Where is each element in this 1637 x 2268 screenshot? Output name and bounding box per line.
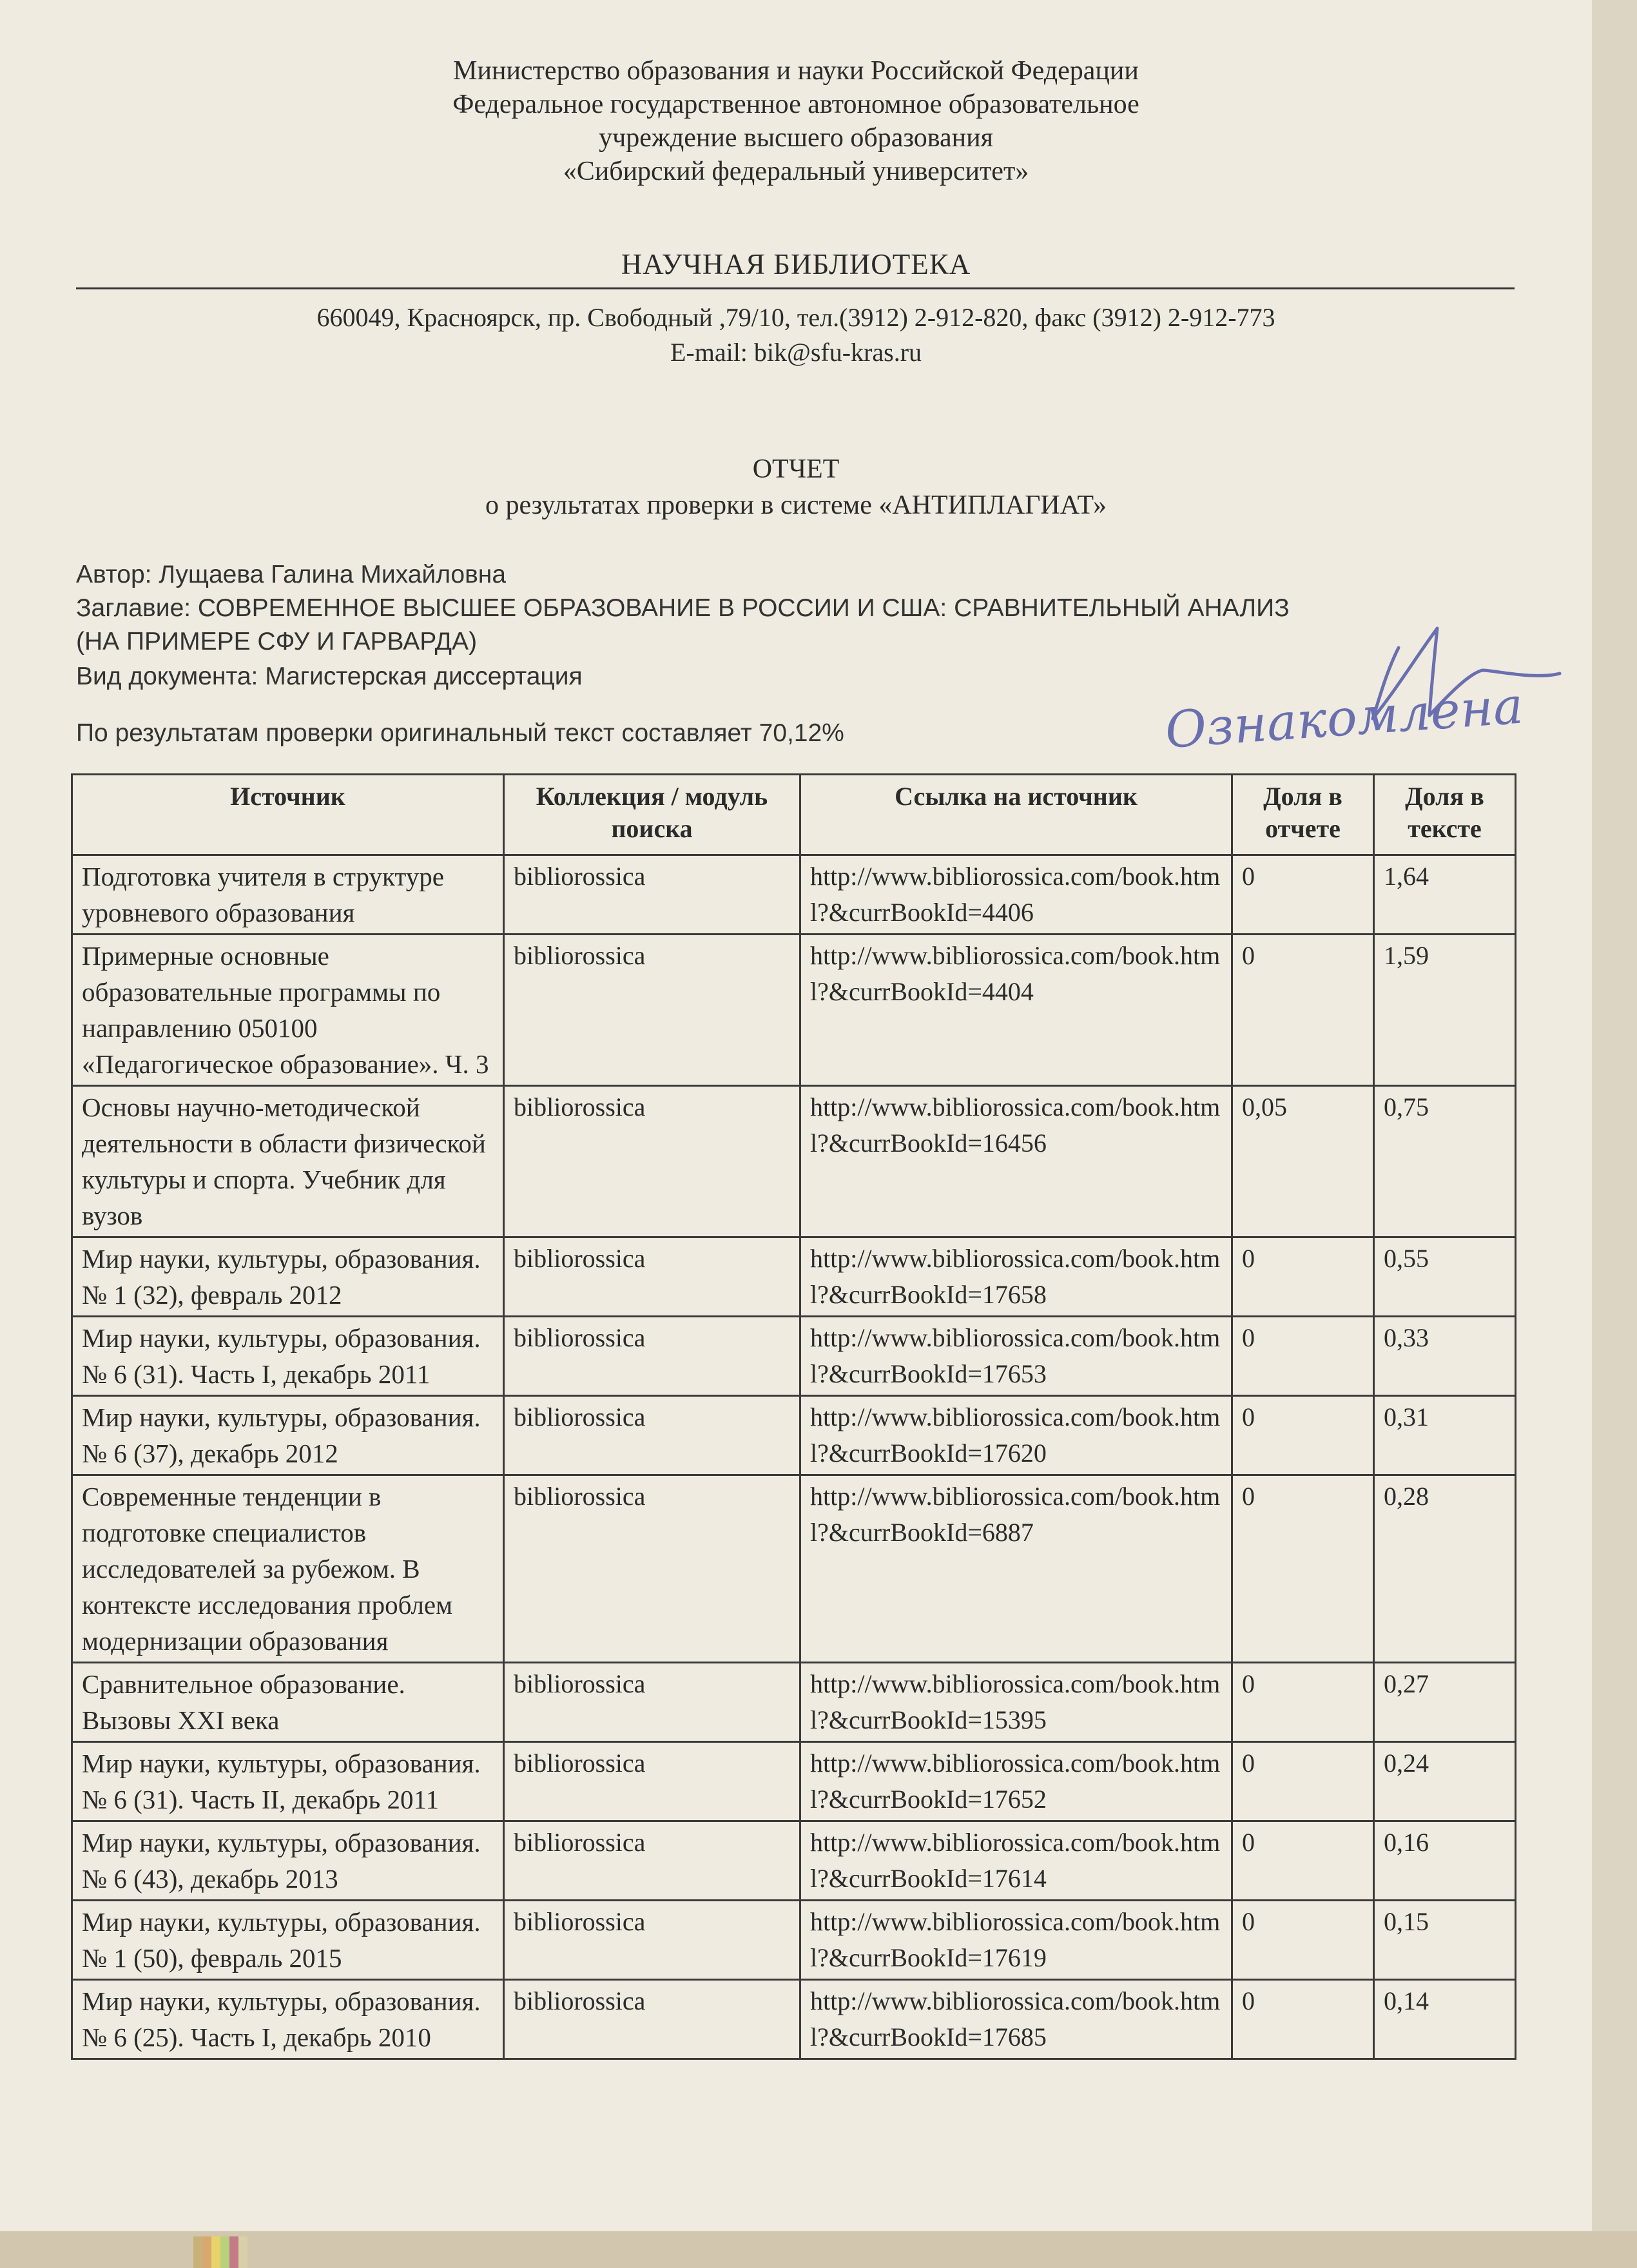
header-source: Источник xyxy=(72,775,504,855)
table-row xyxy=(72,1475,1516,1663)
contact-block xyxy=(0,300,1592,370)
collection-cell: bibliorossica xyxy=(504,855,800,935)
handwritten-signature xyxy=(1147,609,1573,777)
source-cell: Мир науки, культуры, образования. № 1 (50), февраль 2015 xyxy=(72,1901,504,1980)
source-cell: Примерные основные образовательные программы по направлению 050100 «Педагогическое образование». Ч. 3 xyxy=(72,935,504,1086)
table-row xyxy=(72,1742,1516,1821)
collection-cell: bibliorossica xyxy=(504,1475,800,1663)
header-collection: Коллекция / модуль поиска xyxy=(504,775,800,855)
source-cell: Подготовка учителя в структуре уровневого образования xyxy=(72,855,504,935)
url-cell: http://www.bibliorossica.com/book.html?&currBookId=17619 xyxy=(800,1901,1232,1980)
collection-cell: bibliorossica xyxy=(504,1821,800,1901)
table-row xyxy=(72,1821,1516,1901)
url-cell: http://www.bibliorossica.com/book.html?&currBookId=17658 xyxy=(800,1237,1232,1317)
address-line: 660049, Красноярск, пр. Свободный ,79/10, тел.(3912) 2-912-820, факс (3912) 2-912-773 xyxy=(316,303,1275,332)
share-text-cell: 0,55 xyxy=(1374,1237,1516,1317)
report-subtitle: о результатах проверки в системе «АНТИПЛАГИАТ» xyxy=(485,490,1107,520)
originality-line: По результатам проверки оригинальный текст составляет 70,12% xyxy=(76,719,844,747)
table-row xyxy=(72,1396,1516,1475)
document-title-line: Заглавие: СОВРЕМЕННОЕ ВЫСШЕЕ ОБРАЗОВАНИЕ В РОССИИ И США: СРАВНИТЕЛЬНЫЙ АНАЛИЗ xyxy=(76,594,1290,622)
source-cell: Основы научно-методической деятельности в области физической культуры и спорта. Учебник для вузов xyxy=(72,1086,504,1237)
source-cell: Мир науки, культуры, образования. № 6 (31). Часть II, декабрь 2011 xyxy=(72,1742,504,1821)
url-cell: http://www.bibliorossica.com/book.html?&currBookId=15395 xyxy=(800,1663,1232,1742)
share-report-cell: 0 xyxy=(1232,1475,1374,1663)
share-report-cell: 0 xyxy=(1232,1237,1374,1317)
color-bar xyxy=(202,2236,211,2268)
url-cell: http://www.bibliorossica.com/book.html?&currBookId=6887 xyxy=(800,1475,1232,1663)
collection-cell: bibliorossica xyxy=(504,1901,800,1980)
share-text-cell: 1,59 xyxy=(1374,935,1516,1086)
share-report-cell: 0 xyxy=(1232,1980,1374,2059)
url-cell: http://www.bibliorossica.com/book.html?&currBookId=17653 xyxy=(800,1317,1232,1396)
collection-cell: bibliorossica xyxy=(504,1086,800,1237)
share-text-cell: 0,15 xyxy=(1374,1901,1516,1980)
share-report-cell: 0,05 xyxy=(1232,1086,1374,1237)
document-type-line: Вид документа: Магистерская диссертация xyxy=(76,663,583,690)
color-bar xyxy=(211,2236,220,2268)
email-line: E-mail: bik@sfu-kras.ru xyxy=(670,338,922,367)
color-bar xyxy=(220,2236,229,2268)
header-line: учреждение высшего образования xyxy=(599,123,993,153)
share-text-cell: 0,33 xyxy=(1374,1317,1516,1396)
url-cell: http://www.bibliorossica.com/book.html?&currBookId=17620 xyxy=(800,1396,1232,1475)
share-report-cell: 0 xyxy=(1232,1821,1374,1901)
source-cell: Мир науки, культуры, образования. № 6 (43), декабрь 2013 xyxy=(72,1821,504,1901)
share-text-cell: 0,28 xyxy=(1374,1475,1516,1663)
library-title: НАУЧНАЯ БИБЛИОТЕКА xyxy=(621,248,971,280)
share-report-cell: 0 xyxy=(1232,1901,1374,1980)
collection-cell: bibliorossica xyxy=(504,935,800,1086)
url-cell: http://www.bibliorossica.com/book.html?&currBookId=4406 xyxy=(800,855,1232,935)
scan-edge xyxy=(1592,0,1637,2268)
header-line: Федеральное государственное автономное образовательное xyxy=(452,90,1139,119)
document-title-line-2: (НА ПРИМЕРЕ СФУ И ГАРВАРДА) xyxy=(76,628,478,655)
table-row xyxy=(72,1663,1516,1742)
header-line: «Сибирский федеральный университет» xyxy=(563,157,1029,186)
collection-cell: bibliorossica xyxy=(504,1663,800,1742)
source-cell: Мир науки, культуры, образования. № 6 (37), декабрь 2012 xyxy=(72,1396,504,1475)
color-bar xyxy=(229,2236,238,2268)
share-text-cell: 0,24 xyxy=(1374,1742,1516,1821)
share-text-cell: 1,64 xyxy=(1374,855,1516,935)
share-text-cell: 0,31 xyxy=(1374,1396,1516,1475)
url-cell: http://www.bibliorossica.com/book.html?&currBookId=17685 xyxy=(800,1980,1232,2059)
url-cell: http://www.bibliorossica.com/book.html?&currBookId=4404 xyxy=(800,935,1232,1086)
share-text-cell: 0,75 xyxy=(1374,1086,1516,1237)
collection-cell: bibliorossica xyxy=(504,1980,800,2059)
share-report-cell: 0 xyxy=(1232,1396,1374,1475)
color-bar xyxy=(193,2236,202,2268)
table-row xyxy=(72,1237,1516,1317)
collection-cell: bibliorossica xyxy=(504,1742,800,1821)
share-report-cell: 0 xyxy=(1232,1742,1374,1821)
report-title: ОТЧЕТ xyxy=(752,454,840,484)
url-cell: http://www.bibliorossica.com/book.html?&currBookId=17652 xyxy=(800,1742,1232,1821)
collection-cell: bibliorossica xyxy=(504,1317,800,1396)
collection-cell: bibliorossica xyxy=(504,1396,800,1475)
plagiarism-sources-table xyxy=(71,773,1516,2060)
report-heading xyxy=(0,451,1592,523)
source-cell: Мир науки, культуры, образования. № 6 (25). Часть I, декабрь 2010 xyxy=(72,1980,504,2059)
institution-header xyxy=(0,54,1592,188)
share-report-cell: 0 xyxy=(1232,1317,1374,1396)
url-cell: http://www.bibliorossica.com/book.html?&currBookId=16456 xyxy=(800,1086,1232,1237)
table-row xyxy=(72,1901,1516,1980)
table-row xyxy=(72,1086,1516,1237)
header-url: Ссылка на источник xyxy=(800,775,1232,855)
collection-cell: bibliorossica xyxy=(504,1237,800,1317)
source-cell: Мир науки, культуры, образования. № 6 (31). Часть I, декабрь 2011 xyxy=(72,1317,504,1396)
table-row xyxy=(72,855,1516,935)
header-divider xyxy=(76,287,1515,289)
url-cell: http://www.bibliorossica.com/book.html?&currBookId=17614 xyxy=(800,1821,1232,1901)
table-row xyxy=(72,935,1516,1086)
source-cell: Мир науки, культуры, образования. № 1 (32), февраль 2012 xyxy=(72,1237,504,1317)
share-report-cell: 0 xyxy=(1232,935,1374,1086)
author-line: Автор: Лущаева Галина Михайловна xyxy=(76,561,507,588)
header-share-text: Доля в тексте xyxy=(1374,775,1516,855)
source-cell: Современные тенденции в подготовке специалистов исследователей за рубежом. В контексте исследования проблем модернизации образования xyxy=(72,1475,504,1663)
share-report-cell: 0 xyxy=(1232,855,1374,935)
table-row xyxy=(72,1317,1516,1396)
header-line: Министерство образования и науки Российской Федерации xyxy=(453,56,1139,86)
share-report-cell: 0 xyxy=(1232,1663,1374,1742)
share-text-cell: 0,16 xyxy=(1374,1821,1516,1901)
source-cell: Сравнительное образование. Вызовы XXI века xyxy=(72,1663,504,1742)
share-text-cell: 0,27 xyxy=(1374,1663,1516,1742)
table-header-row xyxy=(72,775,1516,855)
color-bar xyxy=(238,2236,247,2268)
header-share-report: Доля в отчете xyxy=(1232,775,1374,855)
table-row xyxy=(72,1980,1516,2059)
scanner-color-bars xyxy=(193,2236,247,2268)
handwritten-note: Ознакомлена xyxy=(1163,677,1526,760)
share-text-cell: 0,14 xyxy=(1374,1980,1516,2059)
